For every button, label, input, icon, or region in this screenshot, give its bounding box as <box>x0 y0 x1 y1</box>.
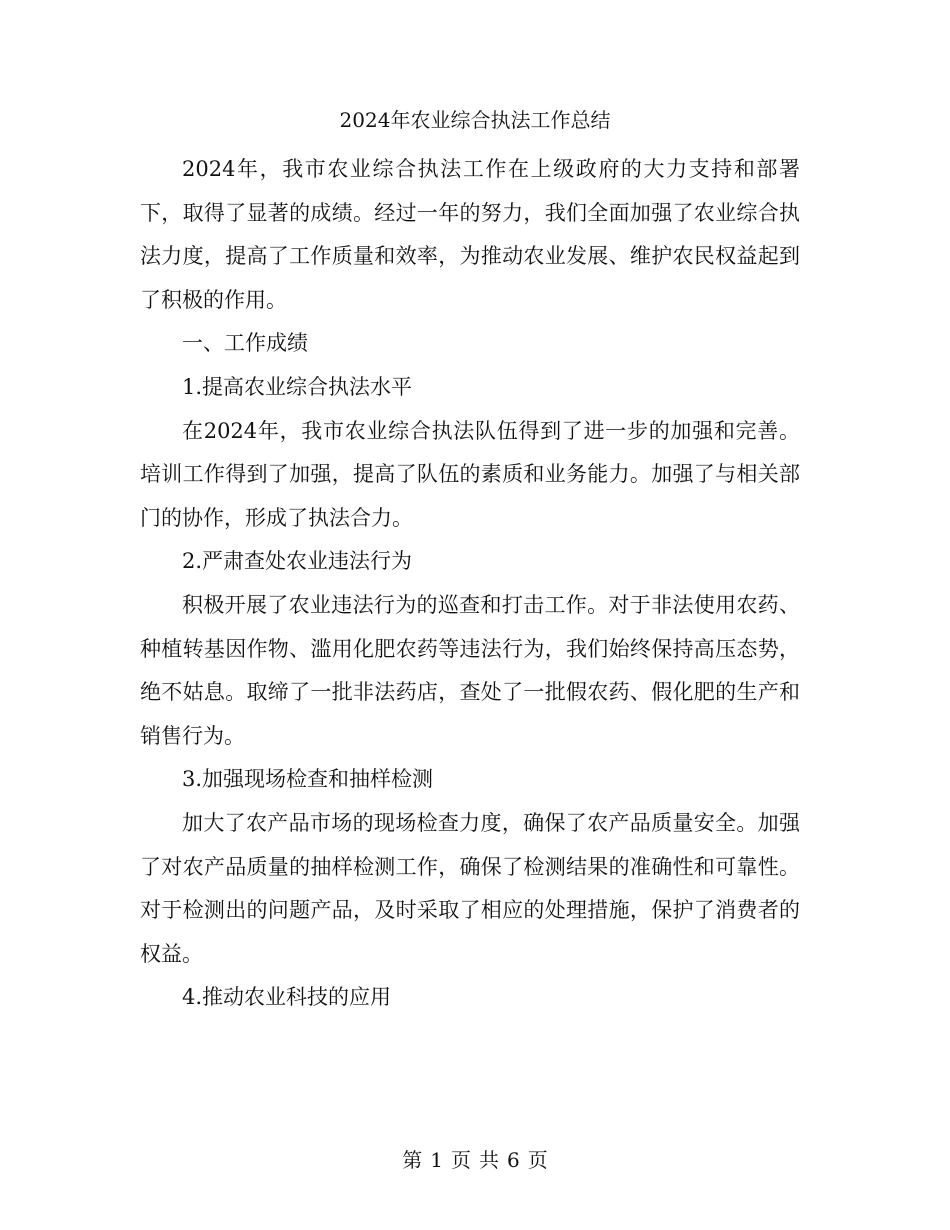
page-footer <box>0 1146 950 1174</box>
document-body <box>140 148 800 1020</box>
paragraph-1: 在2024年，我市农业综合执法队伍得到了进一步的加强和完善。培训工作得到了加强，提高了队伍的素质和业务能力。加强了与相关部门的协作，形成了执法合力。 <box>140 418 800 530</box>
footer-label-unit: 页 <box>451 1148 471 1172</box>
footer-total-pages: 6 <box>507 1148 520 1172</box>
subheading-2: 2.严肃查处农业违法行为 <box>182 549 413 574</box>
section-heading: 一、工作成绩 <box>182 331 308 356</box>
footer-label-unit-end: 页 <box>527 1148 548 1172</box>
subheading-4: 4.推动农业科技的应用 <box>182 985 392 1010</box>
paragraph-2: 积极开展了农业违法行为的巡查和打击工作。对于非法使用农药、种植转基因作物、滥用化肥农药等违法行为，我们始终保持高压态势，绝不姑息。取缔了一批非法药店，查处了一批假农药、假化肥的生产和销售行为。 <box>140 592 800 748</box>
footer-current-page: 1 <box>430 1148 443 1172</box>
paragraph-3: 加大了农产品市场的现场检查力度，确保了农产品质量安全。加强了对农产品质量的抽样检测工作，确保了检测结果的准确性和可靠性。对于检测出的问题产品，及时采取了相应的处理措施，保护了消费者的权益。 <box>140 810 800 966</box>
footer-label-total: 共 <box>479 1148 499 1172</box>
document-title: 2024年农业综合执法工作总结 <box>339 108 611 132</box>
footer-label-page: 第 <box>402 1148 423 1172</box>
subheading-3: 3.加强现场检查和抽样检测 <box>182 767 434 792</box>
subheading-1: 1.提高农业综合执法水平 <box>182 374 413 399</box>
paragraph-intro: 2024年，我市农业综合执法工作在上级政府的大力支持和部署下，取得了显著的成绩。经过一年的努力，我们全面加强了农业综合执法力度，提高了工作质量和效率，为推动农业发展、维护农民权益起到了积极的作用。 <box>140 157 800 312</box>
